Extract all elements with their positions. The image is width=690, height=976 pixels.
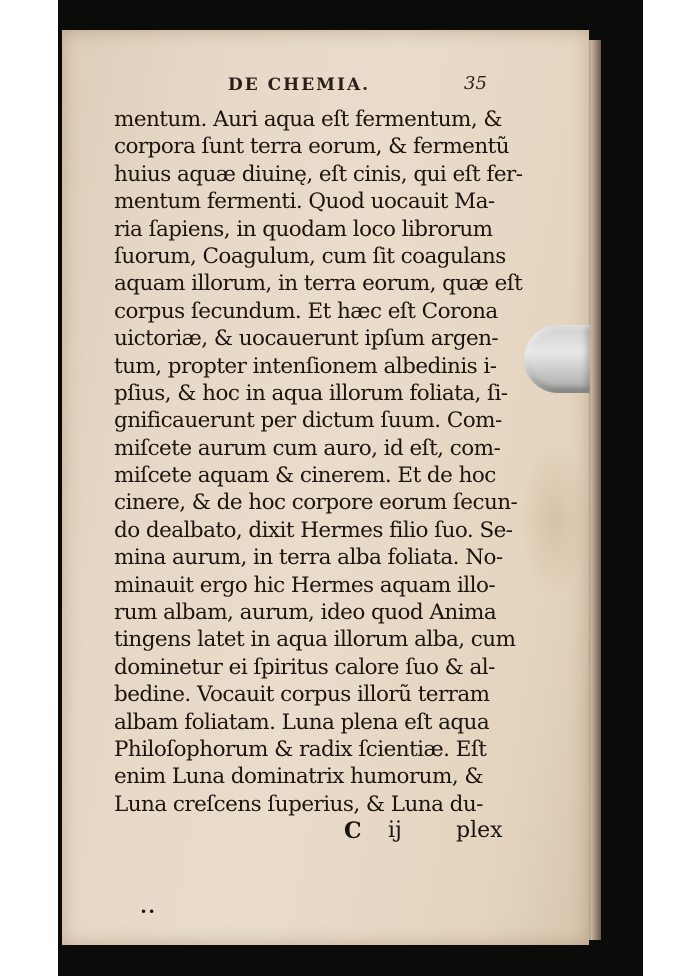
text-line: cinere, & de hoc corpore eorum ſecun- <box>114 490 518 516</box>
text-line: dominetur ei ſpiritus calore ſuo & al- <box>114 654 495 680</box>
text-line: uictoriæ, & uocauerunt ipſum argen- <box>114 326 499 352</box>
text-line: pſius, & hoc in aqua illorum foliata, ſi- <box>114 380 508 406</box>
text-line: miſcete aurum cum auro, id eſt, com- <box>114 435 501 461</box>
page-number: 35 <box>464 73 487 94</box>
text-line: corpora ſunt terra eorum, & fermentũ <box>114 134 510 160</box>
text-line: mina aurum, in terra alba foliata. No- <box>114 545 503 571</box>
text-line: corpus ſecundum. Et hæc eſt Corona <box>114 298 498 324</box>
text-line: albam foliatam. Luna plena eſt aqua <box>114 709 490 735</box>
running-head: DE CHEMIA. <box>228 75 371 95</box>
text-line: aquam illorum, in terra eorum, quæ eſt <box>114 271 523 297</box>
bookmark-tab <box>524 325 590 393</box>
text-line: mentum. Auri aqua eſt fermentum, & <box>114 107 502 132</box>
signature-roman: ij <box>388 818 402 843</box>
text-line: do dealbato, dixit Hermes filio ſuo. Se- <box>114 517 513 543</box>
catchword: plex <box>456 818 503 843</box>
water-stain <box>520 440 590 600</box>
text-line: ria ſapiens, in quodam loco librorum <box>114 216 493 242</box>
text-line: bedine. Vocauit corpus illorũ terram <box>114 682 490 708</box>
text-line: gnificauerunt per dictum ſuum. Com- <box>114 408 502 434</box>
text-line: mentum fermenti. Quod uocauit Ma- <box>114 189 495 215</box>
text-line: minauit ergo hic Hermes aquam illo- <box>114 572 496 598</box>
body-text <box>114 106 523 818</box>
text-line: miſcete aquam & cinerem. Et de hoc <box>114 463 496 489</box>
text-line: enim Luna dominatrix humorum, & <box>114 764 483 790</box>
text-line: rum albam, aurum, ideo quod Anima <box>114 600 497 626</box>
text-line: tum, propter intenſionem albedinis i- <box>114 353 497 379</box>
text-line: huius aquæ diuinę, eſt cinis, qui eſt fer- <box>114 161 523 187</box>
signature-mark: C <box>344 818 362 844</box>
text-line: ſuorum, Coagulum, cum ſit coagulans <box>114 243 506 269</box>
text-line: Luna creſcens ſuperius, & Luna du- <box>114 791 483 817</box>
text-line: Philoſophorum & radix ſcientiæ. Eſt <box>114 736 487 762</box>
text-line: tingens latet in aqua illorum alba, cum <box>114 627 516 653</box>
ornament-dots: •• <box>140 905 157 919</box>
